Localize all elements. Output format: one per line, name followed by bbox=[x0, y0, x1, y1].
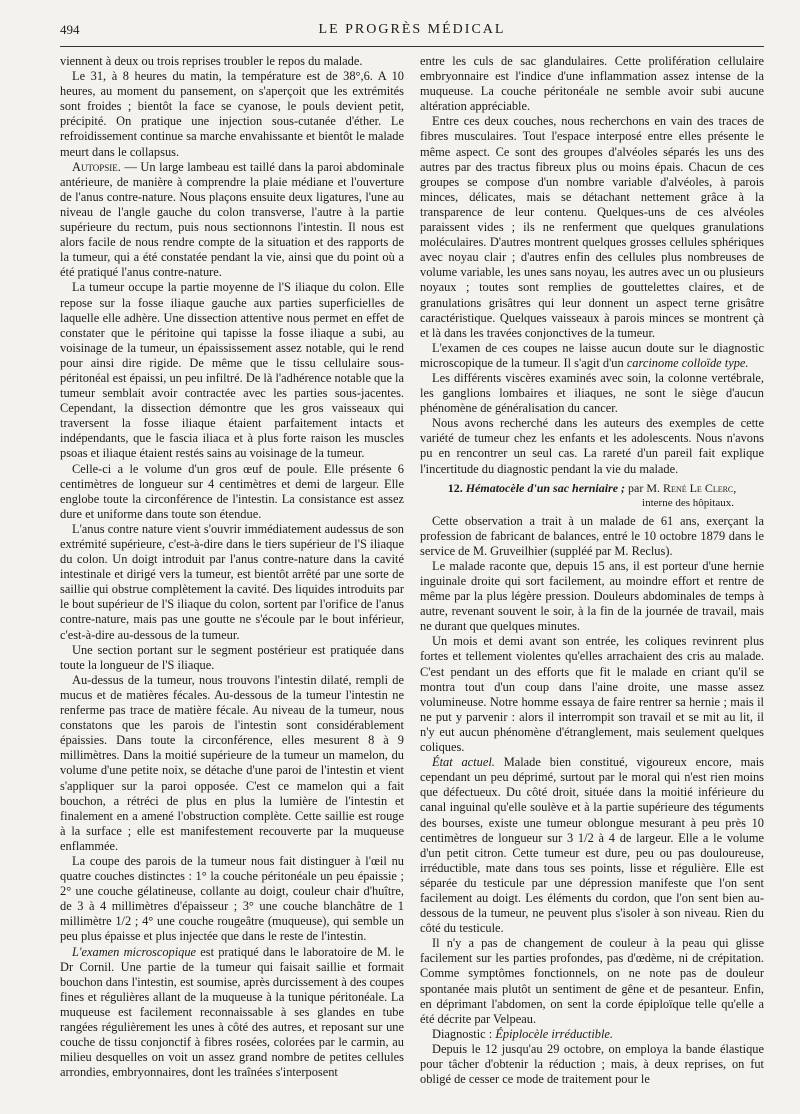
article-number: 12. bbox=[447, 480, 463, 495]
header-rule bbox=[60, 46, 764, 47]
paragraph: L'anus contre nature vient s'ouvrir immédiatement audessus de son extrémité supérieure, c'est-à-dire dans le tiers supérieur de l'S iliaque du colon. Un doigt introduit par l'anus contre-nature dans la cavité intestinale et dirigé vers la tumeur, est bientôt arrêté par une sorte de saillie qui obstrue complètement la cavité. Des liquides introduits par le bout supérieur de l'S iliaque du colon, sortent par l'orifice de l'anus contre-nature, mais pas une goutte ne s'écoule par le bout inférieur, c'est-à-dire au-dessous de la tumeur. bbox=[60, 521, 404, 642]
paragraph: Le malade raconte que, depuis 15 ans, il est porteur d'une hernie inguinale droite qui sort facilement, au moindre effort et rentre de même par la plus légère pression. Douleurs abdominales de temps à autre, revenant souvent le soir, à la fin de la journée de travail, mais ne durant que quelques minutes. bbox=[420, 558, 764, 634]
paragraph: Il n'y a pas de changement de couleur à la peau qui glisse facilement sur les parties profondes, pas d'œdème, ni de crépitation. Comme symptômes fonctionnels, on ne note pas de douleur spontanée mais plutôt un sentiment de gêne et de pesanteur. Enfin, en déprimant l'abdomen, on sent la corde épiploïque telle qu'elle a été décrite par Velpeau. bbox=[420, 936, 764, 1026]
paragraph: Nous avons recherché dans les auteurs des exemples de cette variété de tumeur chez les enfants et les adolescents. Nous n'avons pu en rencontrer un seul cas. La rareté d'un pareil fait explique l'incertitude du diagnostic pendant la vie du malade. bbox=[420, 416, 764, 476]
paragraph: La coupe des parois de la tumeur nous fait distinguer à l'œil nu quatre couches distinctes : 1° la couche péritonéale un peu épaissie ; 2° une couche gélatineuse, collante au doigt, couleur chair d'huître, de 3 à 4 millimètres d'épaisseur ; 3° une couche blanchâtre de 1 millimètre 1/2 ; 4° une couche rougeâtre (muqueuse), qui semble un peu plus épaisse et plus injectée que dans le reste de l'intestin. bbox=[60, 853, 404, 944]
etat-label: État actuel. bbox=[432, 755, 495, 770]
article-author-role: interne des hôpitaux. bbox=[642, 496, 734, 509]
paragraph: La tumeur occupe la partie moyenne de l'S iliaque du colon. Elle repose sur la fosse iliaque gauche aux parties superficielles de laquelle elle adhère. Une dissection attentive nous permet en effet de constater que le péritoine qui tapisse la fosse iliaque a subi, au voisinage de la tumeur, un épaississement assez notable, qui le rend pour ainsi dire rigide. De même que le tissu cellulaire sous-péritonéal est épaissi, un peu infiltré. De là l'adhérence notable que la tumeur semblait avoir contractée avec les parties sous-jacentes. Cependant, la dissection démontre que les gros vaisseaux qui traversent la fosse iliaque étaient parfaitement intacts et indépendants, que le fascia iliaca et à plus forte raison les muscles psoas et iliaque étaient restés sains au voisinage de la tumeur. bbox=[60, 280, 404, 461]
separator: : bbox=[485, 1026, 496, 1041]
left-column bbox=[60, 54, 404, 1106]
paragraph: Un mois et demi avant son entrée, les coliques revinrent plus fortes et tellement violentes qu'elles arrachaient des cris au malade. C'est pendant un des efforts que fit le malade en criant qu'il se montra tout d'un coup dans l'aine droite, une masse assez volumineuse. Notre homme essaya de faire rentrer sa hernie ; mais il ne put y parvenir : alors il interrompit son travail et se mit au lit, il n'y eut aucun phénomène d'étranglement, mais seulement quelques coliques. bbox=[420, 634, 764, 755]
right-column bbox=[420, 54, 764, 1106]
paragraph: Le 31, à 8 heures du matin, la température est de 38°,6. A 10 heures, au moment du pansement, on s'aperçoit que les extrémités sont froides ; bientôt la face se cyanose, le pouls devient petit, précipité. On pratique une injection sous-cutanée d'éther. Le refroidissement continue sa marche envahissante et bientôt le malade meurt dans le collapsus. bbox=[60, 69, 404, 159]
paragraph-text: — Un large lambeau est taillé dans la paroi abdominale antérieure, de manière à comprendre la plaie médiane et l'ouverture de l'anus contre-nature. Nous plaçons ensuite deux ligatures, l'une au niveau de l'angle gauche du colon transverse, l'autre à la partie supérieure du rectum, puis nous sectionnons l'intestin. Il nous est alors facile de nous rendre compte de la situation et des rapports de la tumeur, qui a été constatée pendant la vie, ainsi que du point où a été pratiqué l'anus contre-nature. bbox=[60, 159, 404, 280]
carcinome-label: carcinome colloïde type. bbox=[626, 355, 749, 370]
article-heading bbox=[420, 481, 764, 496]
autopsie-label: Autopsie. bbox=[72, 159, 121, 174]
paragraph-text: L'examen de ces coupes ne laisse aucun doute sur le diagnostic microscopique de la tumeur. Il s'agit d'un bbox=[420, 340, 764, 370]
paragraph: Depuis le 12 jusqu'au 29 octobre, on employa la bande élastique pour tâcher d'obtenir la réduction ; mais, à deux reprises, on fut obligé de cesser ce mode de traitement pour le bbox=[420, 1041, 764, 1087]
running-title: LE PROGRÈS MÉDICAL bbox=[318, 22, 506, 37]
article-author-prefix: par M. bbox=[628, 480, 661, 495]
paragraph-text: Malade bien constitué, vigoureux encore, mais cependant un peu déprimé, surtout par le moral qui n'est rien moins que défectueux. Du côté droit, située dans la moitié inférieure du canal inguinal qu'elle soulève et à la partie supérieure des téguments des bourses, existe une tumeur oblongue mesurant à peu près 10 centimètres de longueur sur 3 1/2 à 4 de largeur. Elle a le volume d'un petit citron. Cette tumeur est dure, peu ou pas douloureuse, irréductible, mate dans tous ses points, lisse et régulière. Elle est séparée du testicule par une dépression manifeste que l'on sent facilement au doigt. Les éléments du cordon, que l'on sent bien au-dessous de la tumeur, ne peuvent plus s'isoler à son niveau. Rien du côté du testicule. bbox=[420, 755, 764, 936]
examen-label: L'examen microscopique bbox=[72, 944, 197, 959]
article-title: Hématocèle d'un sac herniaire ; bbox=[465, 480, 626, 495]
diagnostic-value: Épiplocèle irréductible. bbox=[495, 1026, 614, 1041]
paragraph bbox=[420, 341, 764, 371]
paragraph: entre les culs de sac glandulaires. Cette prolifération cellulaire embryonnaire est l'indice d'une inflammation assez intense de la muqueuse. La couche péritonéale ne semble avoir subi aucune altération appréciable. bbox=[420, 54, 764, 114]
article-author: René Le Clerc, bbox=[663, 480, 737, 495]
paragraph-text: est pratiqué dans le laboratoire de M. le Dr Cornil. Une partie de la tumeur qui faisait saillie et formait bouchon dans l'intestin, est soumise, après durcissement à des coupes fines et régulières allant de la muqueuse à la tunique péritonéale. La muqueuse est facilement reconnaissable à ses glandes en tube rangées régulièrement les unes à côté des autres, et reposant sur une couche de tissu conjonctif à fibres rosées, colorées par le carmin, au milieu desquelles on voit un assez grand nombre de petites cellules arrondies, embryonnaires, dont les traînées s'interposent bbox=[60, 944, 404, 1080]
paragraph: Celle-ci a le volume d'un gros œuf de poule. Elle présente 6 centimètres de longueur sur 4 centimètres et demi de largeur. Elle englobe toute la circonférence de l'intestin. La consistance est assez dure et uniforme dans toute son étendue. bbox=[60, 461, 404, 521]
diagnostic-label: Diagnostic bbox=[432, 1026, 486, 1041]
paragraph: Une section portant sur le segment postérieur est pratiquée dans toute la longueur de l'S iliaque. bbox=[60, 642, 404, 672]
paragraph: Entre ces deux couches, nous recherchons en vain des traces de fibres musculaires. Tout l'espace interposé entre elles présente le même aspect. Ce sont des groupes d'alvéoles séparés les uns des autres par des tractus fibreux plus ou moins épais. Chacun de ces groupes se compose d'un nombre variable d'alvéoles, à parois minces, délicates, mais se détachant nettement grâce à la transparence de leur contenu. Quelques-uns de ces alvéoles paraissent vides ; ils ne renferment que quelques granulations moléculaires. D'autres montrent quelques grosses cellules sphériques avec noyau clair ; d'autres enfin des cellules plus nombreuses de volume variable, les unes sans noyau, les autres avec un ou plusieurs noyaux ; toutes sont remplies de gouttelettes claires, et de granulations grisâtres qui leur donnent un aspect terne grisâtre caractéristique. Quelques vaisseaux à parois minces se montrent çà et là dans les travées conjonctives de la tumeur. bbox=[420, 114, 764, 340]
paragraph: Au-dessus de la tumeur, nous trouvons l'intestin dilaté, rempli de mucus et de matières fécales. Au-dessous de la tumeur l'intestin ne renferme pas trace de matière fécale. Au niveau de la tumeur, nous constatons que les parois de l'intestin sont considérablement épaissies. Dans toute la circonférence, elles mesurent 8 à 9 millimètres. Dans la moitié supérieure de la tumeur un mamelon, du volume d'une petite noix, se détache d'une paroi de l'intestin et vient s'appliquer sur la paroi opposée. C'est ce mamelon qui a fait bouchon, a rétréci de plus en plus la lumière de l'intestin et finalement en a amené l'obstruction complète. Cette saillie est rouge à la surface ; elle est manifestement recouverte par la muqueuse enflammée. bbox=[60, 672, 404, 853]
page-number: 494 bbox=[60, 22, 80, 37]
page-header bbox=[60, 22, 764, 44]
paragraph bbox=[420, 1027, 764, 1042]
paragraph bbox=[60, 945, 404, 1081]
paragraph bbox=[60, 160, 404, 281]
paragraph: viennent à deux ou trois reprises troubler le repos du malade. bbox=[60, 54, 363, 68]
paragraph: Cette observation a trait à un malade de 61 ans, exerçant la profession de fabricant de balances, entré le 10 octobre 1879 dans le service de M. Gruveilhier (suppléé par M. Reclus). bbox=[420, 513, 764, 558]
paragraph bbox=[420, 755, 764, 936]
text-columns bbox=[60, 54, 764, 1106]
paragraph: Les différents viscères examinés avec soin, la colonne vertébrale, les ganglions lombaires et iliaques, ne sont le siège d'aucun phénomène de généralisation du cancer. bbox=[420, 370, 764, 416]
